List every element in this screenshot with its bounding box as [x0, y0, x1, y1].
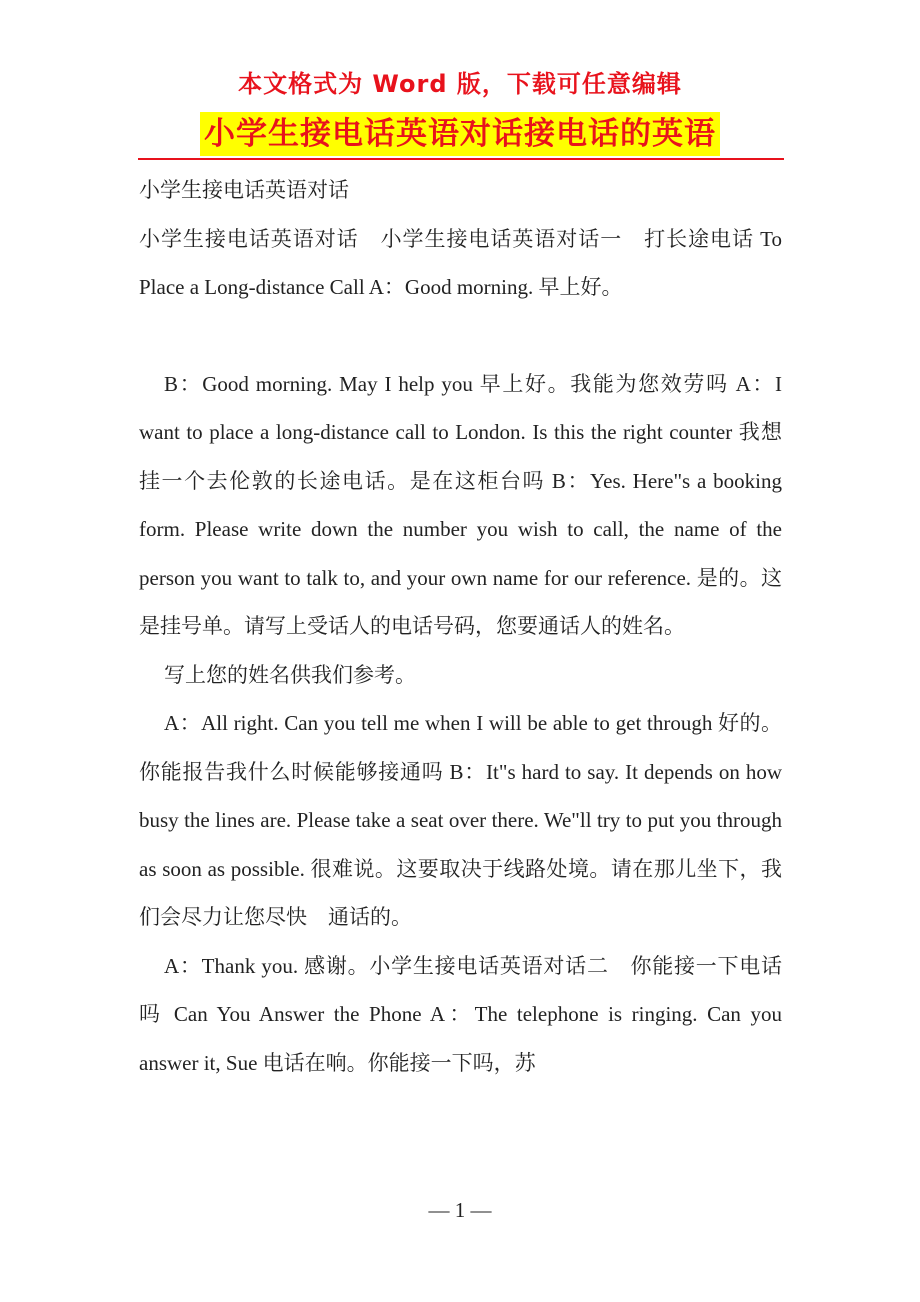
paragraph: 小学生接电话英语对话	[139, 178, 349, 202]
paragraph: A：All right. Can you tell me when I will be able to get through 好的。你能报告我什么时候能够接通吗 B：It"s hard to say. It depends on how busy the lines are. Please take a seat over there. We"ll try to put you through as soon as possible. 很难说。这要取决于线路处境。请在那儿坐下，我们会尽力让您尽快 通话的。	[139, 711, 782, 929]
document-body	[139, 166, 782, 1087]
document-title: 小学生接电话英语对话接电话的英语	[200, 112, 720, 156]
paragraph: B：Good morning. May I help you 早上好。我能为您效劳吗 A：I want to place a long-distance call to London. Is this the right counter 我想挂一个去伦敦的长途电话。是在这柜台吗 B：Yes. Here"s a booking form. Please write down the number you wish to call, the name of the person you want to talk to, and your own name for our reference. 是的。这是挂号单。请写上受话人的电话号码，您要通话人的姓名。	[139, 371, 782, 638]
paragraph-spacer	[139, 312, 782, 360]
page-number: — 1 —	[428, 1198, 492, 1222]
paragraph: 写上您的姓名供我们参考。	[164, 662, 416, 687]
title-container	[0, 112, 920, 156]
title-divider	[138, 158, 784, 160]
paragraph: A：Thank you. 感谢。小学生接电话英语对话二 你能接一下电话吗 Can You Answer the Phone A：The telephone is ringing. Can you answer it, Sue 电话在响。你能接一下吗，苏	[139, 953, 782, 1075]
format-notice-banner: 本文格式为 Word 版，下载可任意编辑	[238, 70, 682, 98]
paragraph: 小学生接电话英语对话 小学生接电话英语对话一 打长途电话 To Place a Long-distance Call A：Good morning. 早上好。	[139, 226, 782, 299]
